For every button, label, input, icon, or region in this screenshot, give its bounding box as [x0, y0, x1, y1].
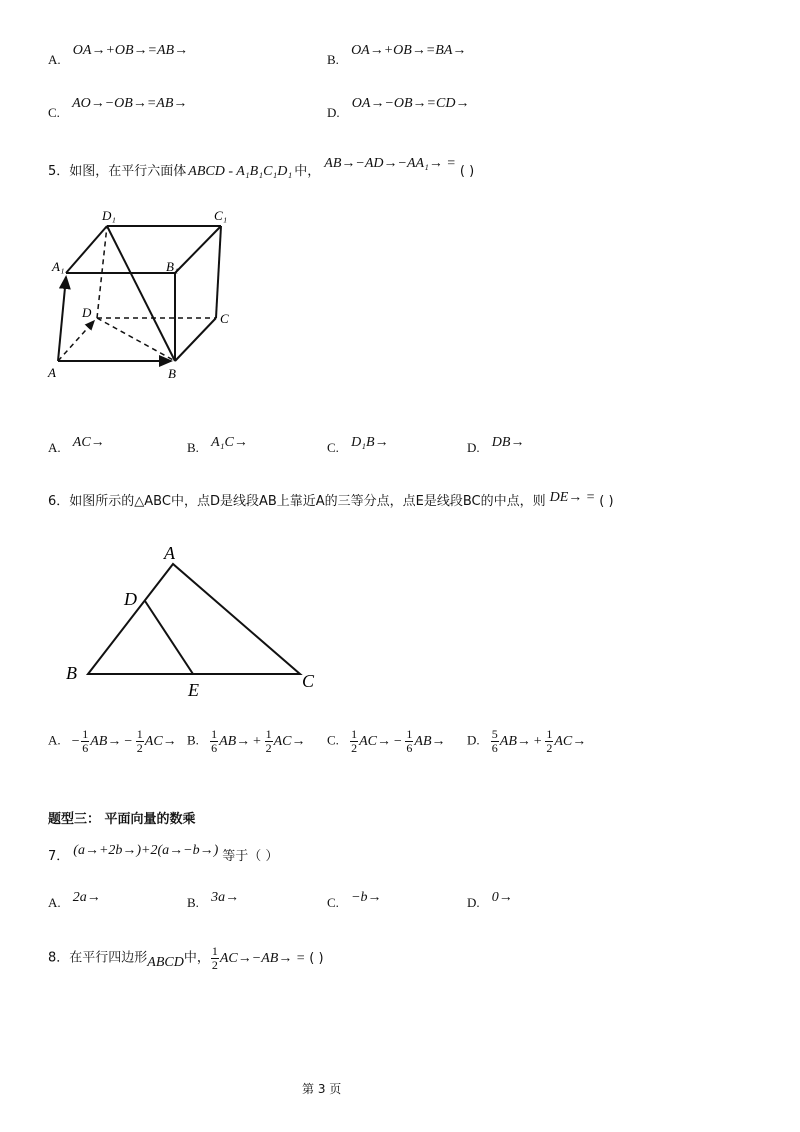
question-text-mid: 中，	[183, 950, 210, 966]
option-label: A.	[48, 52, 61, 67]
option-label: A.	[48, 895, 61, 910]
option-label: A.	[48, 440, 61, 455]
question-expr: (a→+2b→)+2(a→−b→)	[73, 843, 219, 858]
option-label: B.	[327, 52, 339, 67]
label-b: B	[168, 366, 176, 381]
answer-paren: ( )	[459, 164, 475, 179]
label-a1: A₁	[52, 259, 65, 274]
option-expr: $\frac{5}{6}$ AB→ + $\frac{1}{2}$ AC→	[491, 727, 587, 755]
question-text: 如图所示的△ABC中，点D是线段AB上靠近A的三等分点，点E是线段BC的中点，则	[69, 494, 546, 509]
q6-option-a	[48, 728, 177, 755]
option-expr: $\frac{1}{2}$ AC→ − $\frac{1}{6}$ AB→	[351, 727, 446, 755]
q6-option-b	[187, 728, 306, 755]
answer-paren: ( )	[309, 950, 324, 966]
q7-option-c	[327, 890, 382, 912]
option-expr: D₁B→	[351, 435, 389, 450]
triangle-figure	[60, 540, 330, 700]
option-expr: − $\frac{1}{6}$ AB→ − $\frac{1}{2}$ AC→	[70, 727, 177, 755]
segment-d1-b	[107, 226, 175, 361]
sign: −	[70, 733, 81, 749]
fraction: $\frac{1}{2}$	[136, 727, 143, 755]
segment-d-e	[145, 601, 193, 674]
label-a: A	[48, 365, 56, 380]
edge-c1-c	[216, 226, 221, 318]
label-a: A	[164, 543, 175, 563]
label-e: E	[188, 680, 199, 700]
parallelepiped-figure	[40, 205, 250, 385]
question-expr: $\frac{1}{2}$ AC→−AB→ =	[211, 944, 306, 972]
vector-a-a1	[58, 277, 66, 361]
answer-paren: ( )	[599, 494, 614, 509]
option-label: D.	[467, 732, 480, 748]
question-expr: DE→ =	[549, 490, 596, 505]
q5-stem	[48, 156, 475, 180]
option-label: B.	[187, 732, 199, 748]
q7-option-b	[187, 890, 240, 912]
question-number: 5．	[48, 164, 70, 179]
question-text-after: 等于（ ）	[222, 849, 279, 864]
section-title: 题型三： 平面向量的数乘	[48, 812, 196, 827]
q4-option-a	[48, 43, 189, 69]
label-b: B	[66, 663, 77, 683]
triangle-abc	[88, 564, 300, 674]
label-c: C	[302, 671, 315, 691]
option-label: C.	[48, 105, 60, 120]
label-d: D	[124, 589, 137, 609]
label-b1: B₁	[166, 259, 179, 274]
fraction: $\frac{1}{2}$	[211, 944, 218, 972]
q7-stem	[48, 845, 278, 865]
option-expr: −b→	[351, 890, 382, 905]
fraction: $\frac{1}{6}$	[82, 727, 89, 755]
question-number: 8．	[48, 950, 70, 966]
q4-option-b	[327, 43, 467, 69]
option-expr: AC→	[72, 435, 105, 450]
option-label: A.	[48, 732, 61, 748]
fraction: $\frac{1}{6}$	[211, 727, 218, 755]
q7-option-a	[48, 890, 101, 912]
fraction: $\frac{1}{2}$	[351, 727, 358, 755]
shape-name: ABCD	[147, 954, 184, 970]
q8-stem	[48, 945, 324, 972]
question-text: 在平行四边形	[69, 950, 148, 966]
fraction: $\frac{1}{2}$	[265, 727, 272, 755]
label-d: D	[82, 305, 92, 320]
edge-b1-c1	[175, 226, 221, 273]
option-label: C.	[327, 895, 339, 910]
fraction: $\frac{1}{6}$	[406, 727, 413, 755]
q6-option-d	[467, 728, 586, 755]
option-label: B.	[187, 895, 199, 910]
solid-name: ABCD - A₁B₁C₁D₁	[188, 164, 293, 179]
option-label: C.	[327, 440, 339, 455]
q5-option-b	[187, 435, 248, 457]
option-expr: OA→+OB→=AB→	[72, 43, 189, 58]
option-label: C.	[327, 732, 339, 748]
label-c1: C₁	[214, 208, 228, 223]
page-number: 第 3 页	[302, 1082, 342, 1096]
option-expr: 0→	[491, 890, 513, 905]
label-d1: D₁	[102, 208, 116, 223]
option-label: D.	[467, 895, 480, 910]
option-expr: DB→	[491, 435, 525, 450]
label-c: C	[220, 311, 229, 326]
option-expr: $\frac{1}{6}$ AB→ + $\frac{1}{2}$ AC→	[211, 727, 306, 755]
option-expr: AO→−OB→=AB→	[72, 96, 188, 111]
q4-option-c	[48, 96, 188, 122]
option-expr: 3a→	[211, 890, 240, 905]
q7-option-d	[467, 890, 513, 912]
q6-stem	[48, 490, 614, 510]
q5-option-a	[48, 435, 105, 457]
option-expr: A₁C→	[211, 435, 248, 450]
question-expr: AB→−AD→−AA₁→ =	[324, 156, 456, 171]
question-number: 7．	[48, 849, 70, 864]
question-number: 6．	[48, 494, 70, 509]
option-expr: 2a→	[72, 890, 101, 905]
option-label: B.	[187, 440, 199, 455]
option-expr: OA→+OB→=BA→	[351, 43, 467, 58]
fraction: $\frac{5}{6}$	[491, 727, 498, 755]
edge-d1-a1	[66, 226, 107, 273]
question-text: 如图，在平行六面体	[69, 164, 187, 179]
q5-option-c	[327, 435, 389, 457]
q6-option-c	[327, 728, 446, 755]
option-expr: OA→−OB→=CD→	[351, 96, 470, 111]
q5-option-d	[467, 435, 525, 457]
q4-option-d	[327, 96, 470, 122]
option-label: D.	[327, 105, 340, 120]
fraction: $\frac{1}{2}$	[546, 727, 553, 755]
edge-c-b	[175, 318, 216, 361]
question-text-after: 中，	[294, 164, 321, 179]
option-label: D.	[467, 440, 480, 455]
hidden-vector-a-d	[58, 321, 94, 361]
